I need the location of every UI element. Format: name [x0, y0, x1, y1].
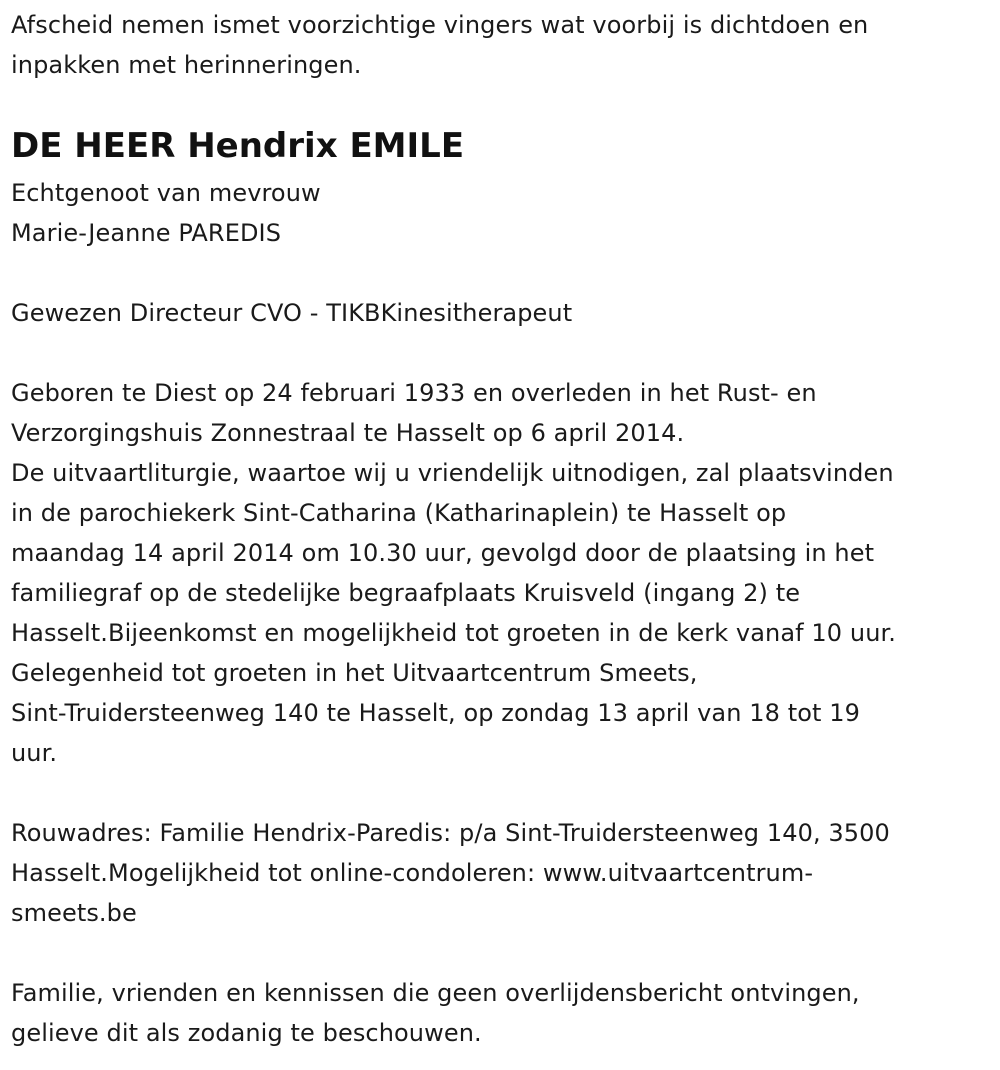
- closing-line-2: gelieve dit als zodanig te beschouwen.: [11, 1019, 482, 1047]
- details-line-6: familiegraf op de stedelijke begraafplaats Kruisveld (ingang 2) te: [11, 579, 801, 607]
- details-line-3: De uitvaartliturgie, waartoe wij u vriendelijk uitnodigen, zal plaatsvinden: [11, 459, 894, 487]
- profession: Gewezen Directeur CVO - TIKBKinesitherapeut: [11, 299, 573, 327]
- deceased-name: DE HEER Hendrix EMILE: [11, 126, 465, 166]
- motto-line-1: Afscheid nemen ismet voorzichtige vingers wat voorbij is dichtdoen en: [11, 11, 869, 39]
- spouse-line-1: Echtgenoot van mevrouw: [11, 179, 321, 207]
- details-line-5: maandag 14 april 2014 om 10.30 uur, gevolgd door de plaatsing in het: [11, 539, 875, 567]
- details-line-4: in de parochiekerk Sint-Catharina (Katharinaplein) te Hasselt op: [11, 499, 787, 527]
- address-line-3: smeets.be: [11, 899, 137, 927]
- details-line-10: uur.: [11, 739, 58, 767]
- closing-line-1: Familie, vrienden en kennissen die geen overlijdensbericht ontvingen,: [11, 979, 860, 1007]
- details-line-9: Sint-Truidersteenweg 140 te Hasselt, op zondag 13 april van 18 tot 19: [11, 699, 861, 727]
- details-line-7: Hasselt.Bijeenkomst en mogelijkheid tot groeten in de kerk vanaf 10 uur.: [11, 619, 897, 647]
- motto-line-2: inpakken met herinneringen.: [11, 51, 362, 79]
- details-line-1: Geboren te Diest op 24 februari 1933 en overleden in het Rust- en: [11, 379, 817, 407]
- spouse-line-2: Marie-Jeanne PAREDIS: [11, 219, 282, 247]
- address-line-2: Hasselt.Mogelijkheid tot online-condoleren: www.uitvaartcentrum-: [11, 859, 814, 887]
- address-line-1: Rouwadres: Familie Hendrix-Paredis: p/a Sint-Truidersteenweg 140, 3500: [11, 819, 890, 847]
- details-line-2: Verzorgingshuis Zonnestraal te Hasselt op 6 april 2014.: [11, 419, 685, 447]
- details-line-8: Gelegenheid tot groeten in het Uitvaartcentrum Smeets,: [11, 659, 698, 687]
